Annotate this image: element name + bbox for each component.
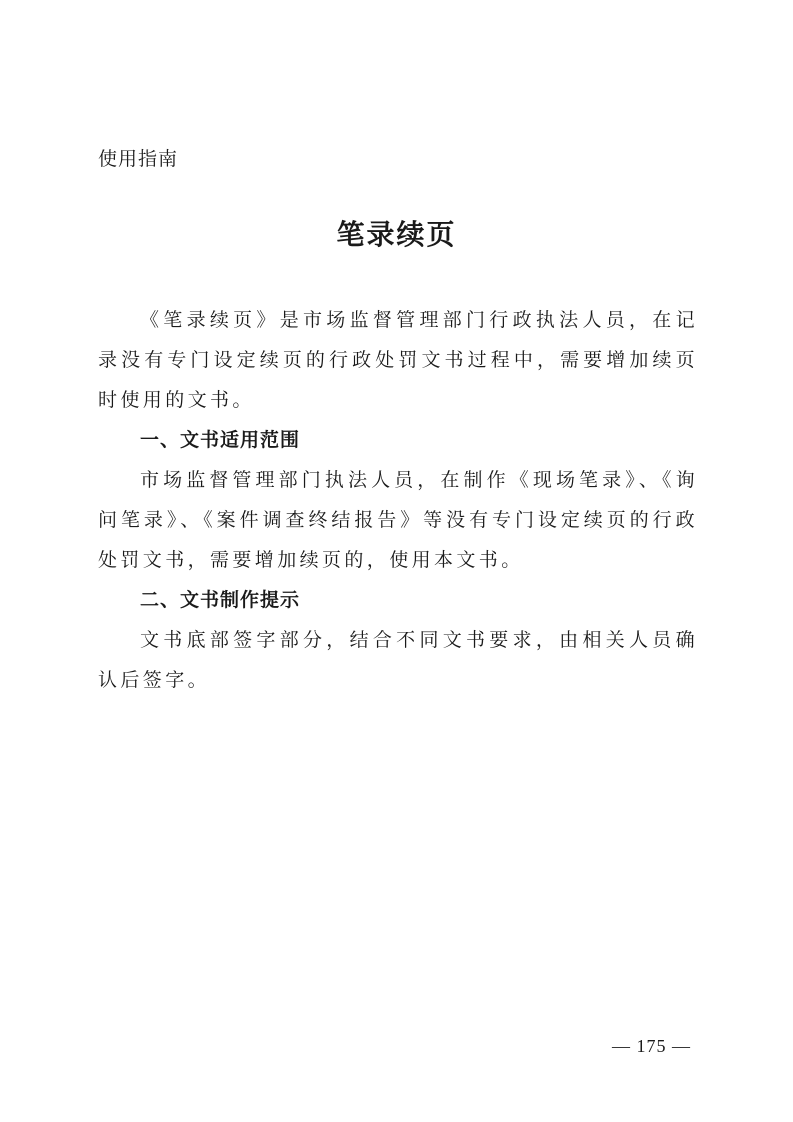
page-number: — 175 — [612, 1036, 691, 1056]
sections-block [98, 420, 698, 700]
guide-label: 使用指南 [98, 148, 179, 170]
section-text-scope: 市场监督管理部门执法人员，在制作《现场笔录》、《询问笔录》、《案件调查终结报告》等没有专门设定续页的行政处罚文书，需要增加续页的，使用本文书。 [98, 469, 698, 571]
section-text-tips: 文书底部签字部分，结合不同文书要求，由相关人员确认后签字。 [98, 629, 698, 691]
section-heading-scope: 一、文书适用范围 [140, 429, 301, 451]
intro-block [98, 300, 698, 420]
intro-paragraph: 《笔录续页》是市场监督管理部门行政执法人员，在记录没有专门设定续页的行政处罚文书过程中，需要增加续页时使用的文书。 [98, 309, 698, 411]
section-heading-tips: 二、文书制作提示 [140, 589, 301, 611]
document-title: 笔录续页 [336, 218, 457, 251]
